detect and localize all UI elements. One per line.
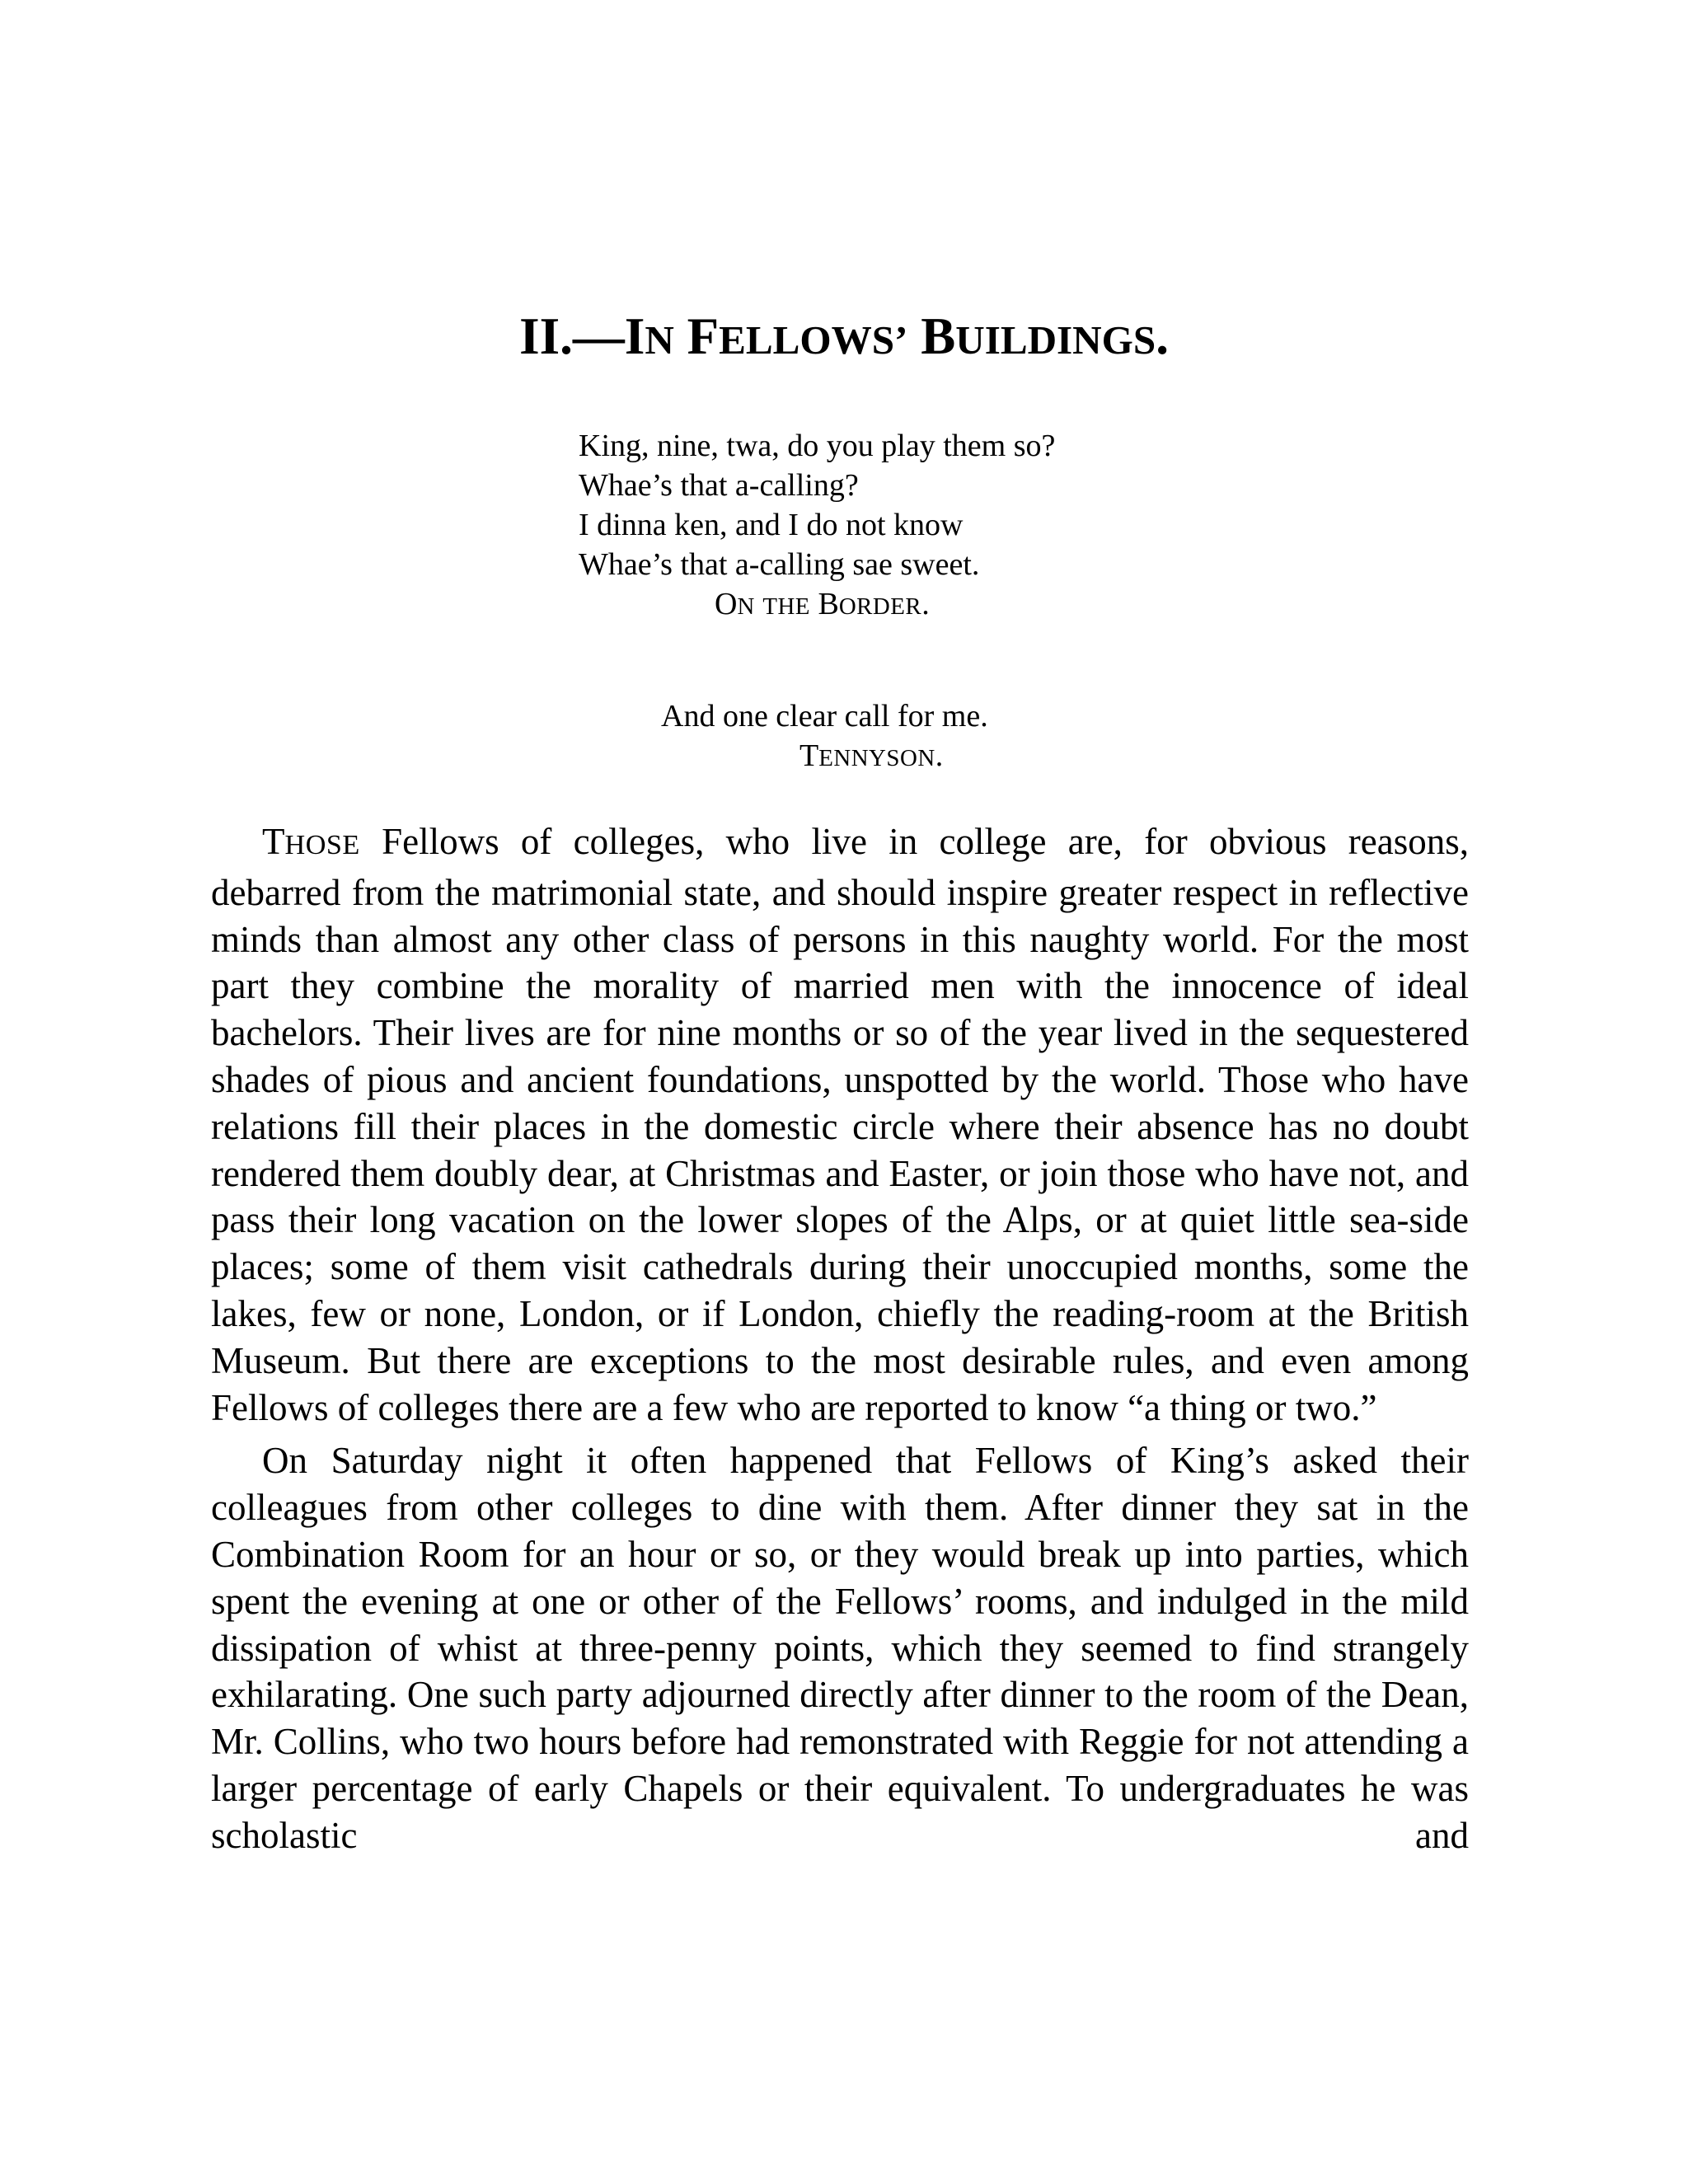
epigraph-line: King, nine, twa, do you play them so? — [579, 429, 1056, 463]
epigraph-attribution: ON THE BORDER. — [715, 587, 930, 621]
chapter-number: II.— — [519, 307, 625, 365]
epigraph-tennyson — [661, 696, 988, 778]
title-period: . — [1156, 307, 1169, 365]
chapter-body — [211, 818, 1469, 1859]
epigraph-line: Whae’s that a-calling? — [579, 468, 859, 503]
title-word-2: FELLOWS’ — [687, 307, 908, 365]
epigraph-ballad — [579, 426, 1055, 626]
title-word-1: IN — [624, 307, 674, 365]
title-word-3: BUILDINGS — [921, 307, 1156, 365]
paragraph — [211, 818, 1469, 1431]
opening-word: THOSE — [262, 821, 360, 862]
epigraph-line: Whae’s that a-calling sae sweet. — [579, 547, 980, 582]
epigraph-line: And one clear call for me. — [661, 699, 988, 733]
paragraph: On Saturday night it often happened that Fellows of King’s asked their colleagues from other colleges to dine with them. After dinner they sat in the Combination Room for an hour or so, or they would break up into parties, which spent the evening at one or other of the Fellows’ rooms, and indulged in the mild dissipation of whist at three-penny points, which they seemed to find strangely exhilarating. One such party adjourned directly after dinner to the room of the Dean, Mr. Collins, who two hours before had remonstrated with Reggie for not attending a larger percentage of early Chapels or their equivalent. To undergraduates he was scholastic and — [211, 1440, 1469, 1856]
epigraph-attribution: TENNYSON. — [799, 738, 944, 773]
epigraph-line: I dinna ken, and I do not know — [579, 508, 964, 542]
chapter-title — [0, 303, 1688, 373]
paragraph-text: Fellows of colleges, who live in college are, for obvious reasons, debarred from the matrimonial state, and should inspire greater respect in reflective minds than almost any other class of persons in this naughty world. For the most part they combine the morality of married men with the innocence of ideal bachelors. Their lives are for nine months or so of the year lived in the sequestered shades of pious and ancient foundations, unspotted by the world. Those who have relations fill their places in the domestic circle where their absence has no doubt rendered them doubly dear, at Christmas and Easter, or join those who have not, and pass their long vacation on the lower slopes of the Alps, or at quiet little sea-side places; some of them visit cathedrals during their unoccupied months, some the lakes, few or none, London, or if London, chiefly the reading-room at the British Museum. But there are exceptions to the most desirable rules, and even among Fellows of colleges there are a few who are reported to know “a thing or two.” — [211, 821, 1469, 1428]
